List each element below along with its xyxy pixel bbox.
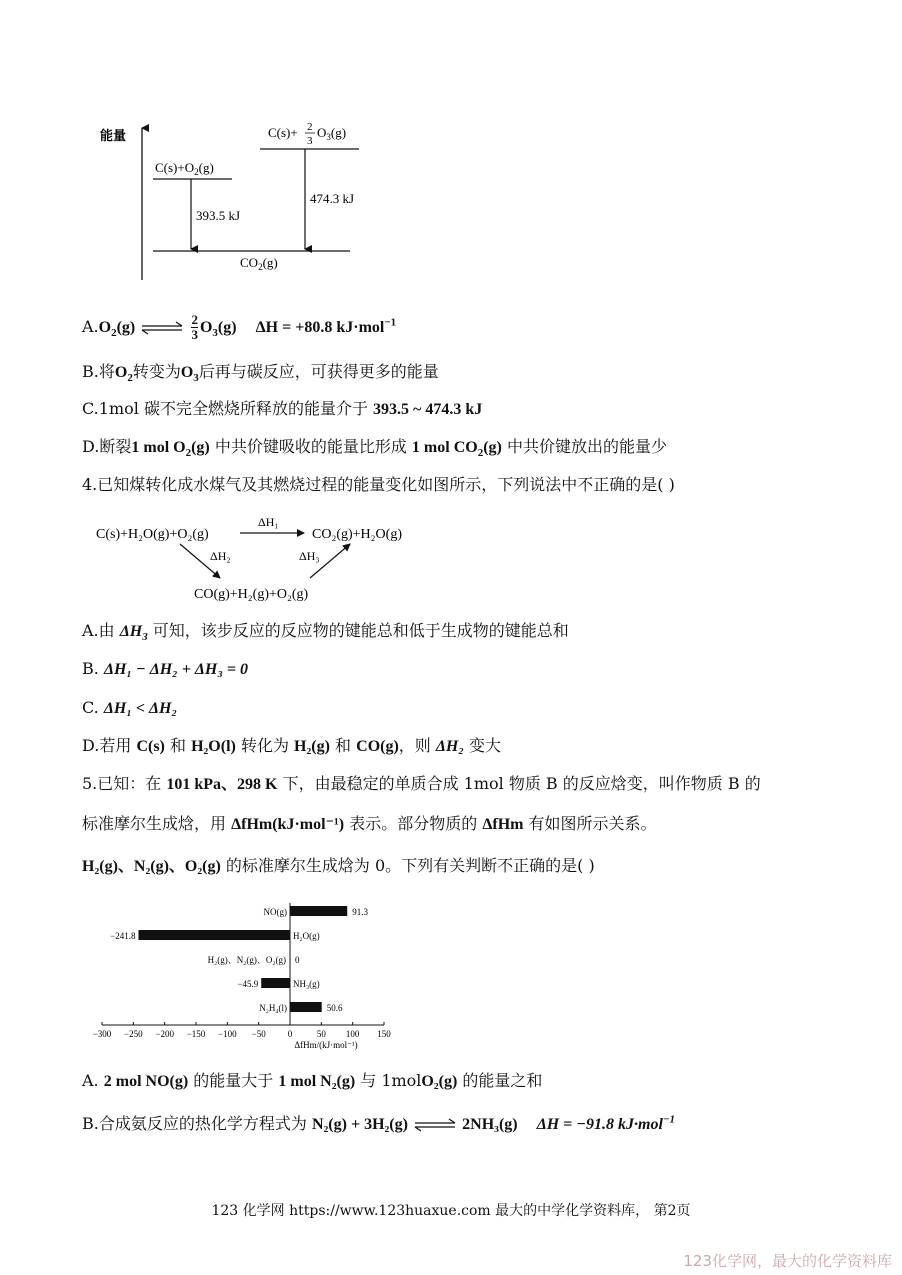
svg-text:O3(g): $O_3(g)$ <box>317 125 347 142</box>
svg-text:3: 3 <box>307 135 313 147</box>
q4-option-c: C. ΔH₁ < ΔH₂ <box>82 698 178 717</box>
svg-text:C(s)+: C(s)+ <box>268 125 298 140</box>
q3-option-c: C.1mol 碳不完全燃烧所释放的能量介于 393.5 ~ 474.3 kJ <box>82 399 483 418</box>
x-tick-label-8: 100 <box>345 1029 360 1039</box>
x-tick-label-2: −200 <box>155 1029 174 1039</box>
scheme-left: C(s)+H₂O(g)+O₂(g) <box>96 527 209 542</box>
value-label-4: 50.6 <box>326 1003 343 1013</box>
q5-stem-line2: 标准摩尔生成焓，用 ΔfHm(kJ·mol⁻¹) 表示。部分物质的 ΔfHm 有如图所示关系。 <box>82 814 657 833</box>
value-right: 474.3 kJ <box>310 191 355 206</box>
scheme-dh1: ΔH₁ <box>258 515 279 529</box>
x-tick-label-5: −50 <box>251 1029 266 1039</box>
energy-axis-label: 能量 <box>100 128 127 143</box>
scheme-dh3: ΔH₃ <box>299 549 320 563</box>
x-tick-label-9: 150 <box>377 1029 391 1039</box>
q4-option-d: D.若用 C(s) 和 H₂O(l) 转化为 H₂(g) 和 CO(g)，则 ΔH₂ 变大 <box>82 736 502 755</box>
bar-1 <box>138 930 290 940</box>
value-left: 393.5 kJ <box>196 208 241 223</box>
reaction-scheme <box>92 508 432 608</box>
x-tick-label-0: −300 <box>92 1029 112 1039</box>
level-bottom-label: $CO_2(g)$ <box>240 255 278 272</box>
scheme-right: CO₂(g)+H₂O(g) <box>312 527 402 542</box>
q5-stem-line3: H₂(g)、N₂(g)、O₂(g) 的标准摩尔生成焓为 0。下列有关判断不正确的是( ) <box>82 856 595 875</box>
q3-option-a: $A.O_2(g)$ $\frac{2}{3}$ $O_3(g) \Delta H = +80.8$ kJ·mol$^{-1}$ <box>82 312 397 342</box>
scheme-dh2: ΔH₂ <box>210 549 231 563</box>
category-label-1: H₂O(g) <box>293 931 320 941</box>
q4-option-a: A.由 $\Delta H_3$ 可知，该步反应的反应物的键能总和低于生成物的键能总和 <box>82 621 569 644</box>
category-label-4: N₂H₄(l) <box>259 1003 287 1013</box>
x-tick-label-7: 50 <box>316 1029 326 1039</box>
value-label-1: −241.8 <box>110 931 136 941</box>
energy-level-diagram <box>95 110 395 285</box>
x-axis-label: ΔfHm/(kJ·mol⁻¹) <box>294 1040 358 1050</box>
enthalpy-bar-chart <box>88 895 418 1055</box>
x-tick-label-4: −100 <box>218 1029 237 1039</box>
bar-4 <box>290 1002 322 1012</box>
x-tick-label-1: −250 <box>124 1029 143 1039</box>
q5-option-b: B.合成氨反应的热化学方程式为 N₂(g) + 3H₂(g) 2NH₃(g) ΔH = −91.8 kJ·mol$^{-1}$ <box>82 1113 676 1133</box>
level-right-label <box>268 121 346 147</box>
level-left-label: $C(s)+O_2(g)$ <box>155 160 214 177</box>
category-label-0: NO(g) <box>263 907 287 917</box>
value-label-0: 91.3 <box>352 907 368 917</box>
page-footer: 123 化学网 https://www.123huaxue.com 最大的中学化学资料库， 第2页 <box>211 1203 691 1219</box>
bar-0 <box>290 906 347 916</box>
category-label-3: NH₃(g) <box>293 979 320 989</box>
equilibrium-arrow-icon <box>140 321 184 335</box>
q5-option-a: A. 2 mol NO(g) 的能量大于 1 mol N₂(g) 与 1molO₂(g) 的能量之和 <box>82 1071 543 1090</box>
q3-option-b: B.将$O_2$转变为$O_3$后再与碳反应，可获得更多的能量 <box>82 362 439 385</box>
x-tick-label-6: 0 <box>287 1029 293 1039</box>
watermark: 123化学网，最大的化学资料库 <box>683 1252 892 1270</box>
equilibrium-arrow-icon <box>413 1118 457 1132</box>
q5-stem-line1: 5.已知：在 101 kPa、298 K 下，由最稳定的单质合成 1mol 物质 B 的反应焓变，叫作物质 B 的 <box>82 774 761 793</box>
q4-option-b: B. ΔH₁ − ΔH₂ + ΔH₃ = 0 <box>82 659 249 678</box>
q3-option-d: D.断裂1 mol $O_2(g)$ 中共价键吸收的能量比形成 1 mol $CO_2(g)$ 中共价键放出的能量少 <box>82 437 667 460</box>
category-label-2: H₂(g)、N₂(g)、O₂(g) <box>207 955 286 965</box>
bar-3 <box>261 978 290 988</box>
q4-stem: 4.已知煤转化成水煤气及其燃烧过程的能量变化如图所示，下列说法中不正确的是( ) <box>82 475 675 494</box>
value-label-2: 0 <box>295 955 300 965</box>
scheme-bottom: CO(g)+H₂(g)+O₂(g) <box>194 587 309 602</box>
x-tick-label-3: −150 <box>186 1029 206 1039</box>
value-label-3: −45.9 <box>237 979 259 989</box>
fraction-2-3: $\frac{2}{3}$ <box>191 312 198 342</box>
svg-text:2: 2 <box>307 121 313 133</box>
